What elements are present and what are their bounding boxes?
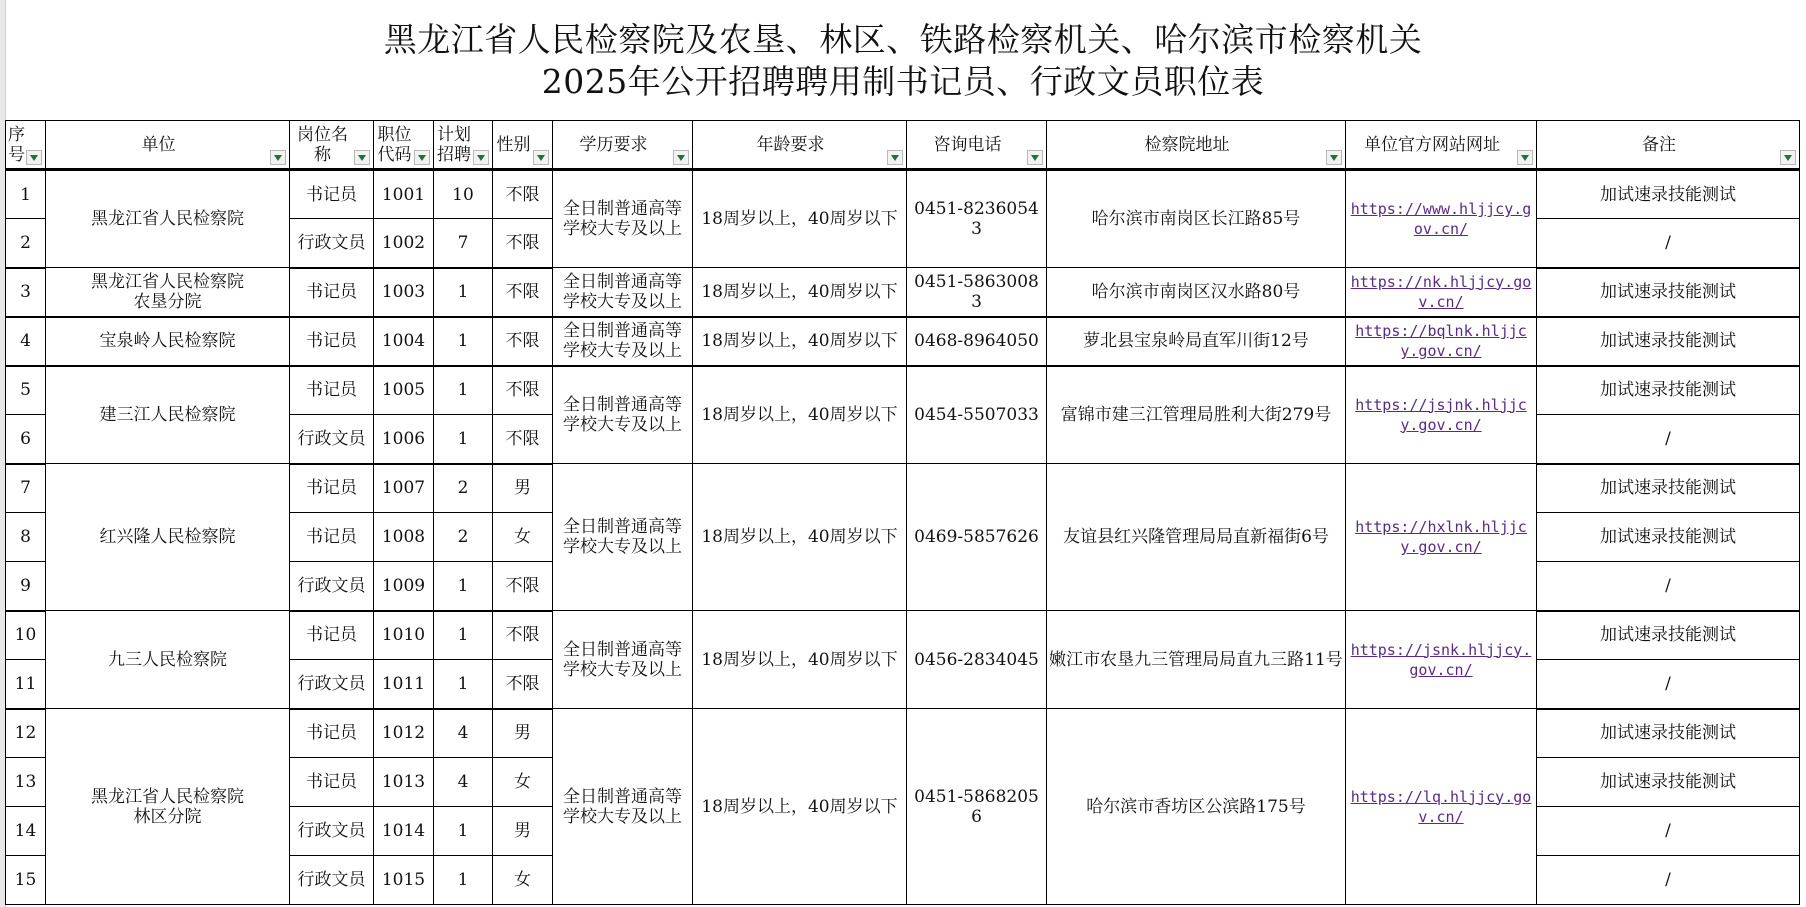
cell-sex[interactable]: 男 bbox=[493, 709, 553, 758]
cell-note[interactable]: 加试速录技能测试 bbox=[1537, 513, 1800, 562]
table-row bbox=[6, 317, 1800, 366]
cell-seq[interactable]: 12 bbox=[6, 709, 46, 758]
cell-edu[interactable]: 全日制普通高等学校大专及以上 bbox=[553, 611, 693, 709]
cell-sex[interactable]: 不限 bbox=[493, 562, 553, 611]
website-link[interactable]: https://hxlnk.hljjcy.gov.cn/ bbox=[1355, 518, 1527, 556]
cell-edu[interactable]: 全日制普通高等学校大专及以上 bbox=[553, 268, 693, 317]
cell-seq[interactable]: 3 bbox=[6, 268, 46, 317]
header-unit[interactable]: 单位 bbox=[46, 121, 290, 170]
cell-unit[interactable]: 黑龙江省人民检察院 bbox=[46, 170, 290, 268]
cell-seq[interactable]: 2 bbox=[6, 219, 46, 268]
cell-sex[interactable]: 不限 bbox=[493, 268, 553, 317]
position-table bbox=[5, 120, 1800, 905]
cell-code[interactable]: 1005 bbox=[374, 366, 434, 415]
cell-plan[interactable]: 2 bbox=[434, 464, 493, 513]
header-phone[interactable]: 咨询电话 bbox=[907, 121, 1047, 170]
cell-code[interactable]: 1015 bbox=[374, 856, 434, 905]
cell-edu[interactable]: 全日制普通高等学校大专及以上 bbox=[553, 170, 693, 268]
cell-plan[interactable]: 4 bbox=[434, 709, 493, 758]
cell-age[interactable]: 18周岁以上，40周岁以下 bbox=[693, 170, 907, 268]
cell-phone[interactable]: 0454-5507033 bbox=[907, 366, 1047, 464]
cell-note[interactable]: / bbox=[1537, 856, 1800, 905]
cell-seq[interactable]: 15 bbox=[6, 856, 46, 905]
header-note[interactable]: 备注 bbox=[1537, 121, 1800, 170]
cell-site[interactable] bbox=[1346, 317, 1537, 366]
table-row bbox=[6, 464, 1800, 513]
cell-code[interactable]: 1006 bbox=[374, 415, 434, 464]
cell-post[interactable]: 书记员 bbox=[290, 268, 374, 317]
cell-seq[interactable]: 13 bbox=[6, 758, 46, 807]
header-code[interactable]: 职位代码 bbox=[374, 121, 434, 170]
cell-plan[interactable]: 1 bbox=[434, 366, 493, 415]
website-link[interactable]: https://jsnk.hljjcy.gov.cn/ bbox=[1350, 640, 1532, 679]
cell-plan[interactable]: 1 bbox=[434, 317, 493, 366]
cell-code[interactable]: 1004 bbox=[374, 317, 434, 366]
cell-sex[interactable]: 女 bbox=[493, 856, 553, 905]
cell-site[interactable] bbox=[1346, 366, 1537, 464]
cell-plan[interactable]: 1 bbox=[434, 268, 493, 317]
filter-dropdown-icon[interactable] bbox=[1326, 150, 1342, 165]
website-link[interactable]: https://lq.hljjcy.gov.cn/ bbox=[1350, 787, 1532, 826]
cell-code[interactable]: 1003 bbox=[374, 268, 434, 317]
cell-post[interactable]: 行政文员 bbox=[290, 219, 374, 268]
website-link[interactable]: https://bqlnk.hljjcy.gov.cn/ bbox=[1355, 322, 1527, 360]
cell-sex[interactable]: 女 bbox=[493, 513, 553, 562]
cell-phone[interactable]: 0468-8964050 bbox=[907, 317, 1047, 366]
filter-dropdown-icon[interactable] bbox=[1780, 150, 1796, 165]
cell-age[interactable]: 18周岁以上，40周岁以下 bbox=[693, 317, 907, 366]
website-link[interactable]: https://www.hljjcy.gov.cn/ bbox=[1350, 200, 1532, 238]
cell-code[interactable]: 1008 bbox=[374, 513, 434, 562]
cell-plan[interactable]: 1 bbox=[434, 660, 493, 709]
cell-code[interactable]: 1010 bbox=[374, 611, 434, 660]
cell-note[interactable]: / bbox=[1537, 415, 1800, 464]
cell-note[interactable]: / bbox=[1537, 660, 1800, 709]
cell-seq[interactable]: 4 bbox=[6, 317, 46, 366]
filter-dropdown-icon[interactable] bbox=[354, 150, 370, 165]
cell-code[interactable]: 1014 bbox=[374, 807, 434, 856]
cell-post[interactable]: 书记员 bbox=[290, 611, 374, 660]
cell-unit[interactable]: 宝泉岭人民检察院 bbox=[46, 317, 290, 366]
cell-plan[interactable]: 1 bbox=[434, 807, 493, 856]
cell-code[interactable]: 1011 bbox=[374, 660, 434, 709]
header-sex[interactable]: 性别 bbox=[493, 121, 553, 170]
cell-note[interactable]: 加试速录技能测试 bbox=[1537, 611, 1800, 660]
cell-phone[interactable]: 0451-58630083 bbox=[907, 268, 1047, 317]
cell-post[interactable]: 书记员 bbox=[290, 513, 374, 562]
cell-seq[interactable]: 7 bbox=[6, 464, 46, 513]
table-row bbox=[6, 170, 1800, 219]
cell-phone[interactable]: 0469-5857626 bbox=[907, 464, 1047, 611]
filter-dropdown-icon[interactable] bbox=[673, 150, 689, 165]
filter-dropdown-icon[interactable] bbox=[414, 150, 430, 165]
cell-post[interactable]: 书记员 bbox=[290, 317, 374, 366]
filter-dropdown-icon[interactable] bbox=[887, 150, 903, 165]
cell-phone[interactable]: 0451-58682056 bbox=[907, 709, 1047, 905]
cell-post[interactable]: 书记员 bbox=[290, 758, 374, 807]
cell-plan[interactable]: 1 bbox=[434, 415, 493, 464]
table-row bbox=[6, 366, 1800, 415]
page-title-line-2: 2025年公开招聘聘用制书记员、行政文员职位表 bbox=[541, 62, 1265, 101]
cell-phone[interactable]: 0456-2834045 bbox=[907, 611, 1047, 709]
cell-site[interactable] bbox=[1346, 170, 1537, 268]
cell-sex[interactable]: 不限 bbox=[493, 660, 553, 709]
table-row bbox=[6, 709, 1800, 758]
cell-post[interactable]: 行政文员 bbox=[290, 856, 374, 905]
header-age[interactable]: 年龄要求 bbox=[693, 121, 907, 170]
header-addr[interactable]: 检察院地址 bbox=[1047, 121, 1346, 170]
cell-age[interactable]: 18周岁以上，40周岁以下 bbox=[693, 464, 907, 611]
cell-seq[interactable]: 8 bbox=[6, 513, 46, 562]
cell-sex[interactable]: 不限 bbox=[493, 317, 553, 366]
cell-post[interactable]: 行政文员 bbox=[290, 562, 374, 611]
website-link[interactable]: https://jsjnk.hljjcy.gov.cn/ bbox=[1355, 395, 1527, 434]
header-plan[interactable]: 计划招聘 bbox=[434, 121, 493, 170]
website-link[interactable]: https://nk.hljjcy.gov.cn/ bbox=[1350, 272, 1532, 311]
cell-unit[interactable]: 黑龙江省人民检察院林区分院 bbox=[46, 709, 290, 905]
filter-dropdown-icon[interactable] bbox=[1517, 150, 1533, 165]
filter-dropdown-icon[interactable] bbox=[1027, 150, 1043, 165]
cell-note[interactable]: 加试速录技能测试 bbox=[1537, 758, 1800, 807]
header-seq[interactable]: 序号 bbox=[6, 121, 46, 170]
cell-site[interactable] bbox=[1346, 268, 1537, 317]
cell-plan[interactable]: 10 bbox=[434, 170, 493, 219]
cell-addr[interactable]: 哈尔滨市南岗区长江路85号 bbox=[1047, 170, 1346, 268]
cell-note[interactable]: 加试速录技能测试 bbox=[1537, 170, 1800, 219]
cell-code[interactable]: 1001 bbox=[374, 170, 434, 219]
cell-plan[interactable]: 2 bbox=[434, 513, 493, 562]
cell-site[interactable] bbox=[1346, 464, 1537, 611]
cell-addr[interactable]: 哈尔滨市香坊区公滨路175号 bbox=[1047, 709, 1346, 905]
cell-sex[interactable]: 不限 bbox=[493, 366, 553, 415]
cell-edu[interactable]: 全日制普通高等学校大专及以上 bbox=[553, 366, 693, 464]
header-row bbox=[6, 121, 1800, 170]
cell-plan[interactable]: 4 bbox=[434, 758, 493, 807]
cell-post[interactable]: 行政文员 bbox=[290, 660, 374, 709]
cell-note[interactable]: 加试速录技能测试 bbox=[1537, 268, 1800, 317]
page-title-line-1: 黑龙江省人民检察院及农垦、林区、铁路检察机关、哈尔滨市检察机关 bbox=[383, 20, 1423, 59]
cell-post[interactable]: 书记员 bbox=[290, 464, 374, 513]
cell-age[interactable]: 18周岁以上，40周岁以下 bbox=[693, 709, 907, 905]
cell-post[interactable]: 行政文员 bbox=[290, 807, 374, 856]
cell-edu[interactable]: 全日制普通高等学校大专及以上 bbox=[553, 464, 693, 611]
cell-sex[interactable]: 男 bbox=[493, 464, 553, 513]
cell-addr[interactable]: 哈尔滨市南岗区汉水路80号 bbox=[1047, 268, 1346, 317]
cell-addr[interactable]: 萝北县宝泉岭局直军川街12号 bbox=[1047, 317, 1346, 366]
table-row bbox=[6, 268, 1800, 317]
header-edu[interactable]: 学历要求 bbox=[553, 121, 693, 170]
cell-site[interactable] bbox=[1346, 611, 1537, 709]
cell-edu[interactable]: 全日制普通高等学校大专及以上 bbox=[553, 709, 693, 905]
cell-note[interactable]: 加试速录技能测试 bbox=[1537, 464, 1800, 513]
cell-sex[interactable]: 女 bbox=[493, 758, 553, 807]
filter-dropdown-icon[interactable] bbox=[26, 150, 42, 165]
cell-note[interactable]: / bbox=[1537, 562, 1800, 611]
cell-note[interactable]: 加试速录技能测试 bbox=[1537, 366, 1800, 415]
cell-edu[interactable]: 全日制普通高等学校大专及以上 bbox=[553, 317, 693, 366]
cell-code[interactable]: 1012 bbox=[374, 709, 434, 758]
cell-plan[interactable]: 1 bbox=[434, 611, 493, 660]
cell-unit[interactable]: 九三人民检察院 bbox=[46, 611, 290, 709]
table-row bbox=[6, 611, 1800, 660]
cell-unit[interactable]: 黑龙江省人民检察院农垦分院 bbox=[46, 268, 290, 317]
cell-age[interactable]: 18周岁以上，40周岁以下 bbox=[693, 611, 907, 709]
cell-post[interactable]: 行政文员 bbox=[290, 415, 374, 464]
cell-seq[interactable]: 14 bbox=[6, 807, 46, 856]
cell-addr[interactable]: 友谊县红兴隆管理局局直新福街6号 bbox=[1047, 464, 1346, 611]
cell-seq[interactable]: 11 bbox=[6, 660, 46, 709]
filter-dropdown-icon[interactable] bbox=[533, 150, 549, 165]
cell-code[interactable]: 1007 bbox=[374, 464, 434, 513]
cell-sex[interactable]: 不限 bbox=[493, 611, 553, 660]
cell-unit[interactable]: 红兴隆人民检察院 bbox=[46, 464, 290, 611]
cell-plan[interactable]: 1 bbox=[434, 856, 493, 905]
cell-code[interactable]: 1002 bbox=[374, 219, 434, 268]
cell-plan[interactable]: 7 bbox=[434, 219, 493, 268]
cell-note[interactable]: 加试速录技能测试 bbox=[1537, 317, 1800, 366]
cell-note[interactable]: / bbox=[1537, 807, 1800, 856]
cell-note[interactable]: 加试速录技能测试 bbox=[1537, 709, 1800, 758]
cell-note[interactable]: / bbox=[1537, 219, 1800, 268]
cell-sex[interactable]: 男 bbox=[493, 807, 553, 856]
header-post[interactable]: 岗位名称 bbox=[290, 121, 374, 170]
cell-seq[interactable]: 1 bbox=[6, 170, 46, 219]
cell-age[interactable]: 18周岁以上，40周岁以下 bbox=[693, 268, 907, 317]
cell-sex[interactable]: 不限 bbox=[493, 170, 553, 219]
cell-sex[interactable]: 不限 bbox=[493, 219, 553, 268]
cell-post[interactable]: 书记员 bbox=[290, 170, 374, 219]
cell-seq[interactable]: 9 bbox=[6, 562, 46, 611]
cell-post[interactable]: 书记员 bbox=[290, 709, 374, 758]
cell-addr[interactable]: 富锦市建三江管理局胜利大街279号 bbox=[1047, 366, 1346, 464]
cell-code[interactable]: 1013 bbox=[374, 758, 434, 807]
cell-seq[interactable]: 6 bbox=[6, 415, 46, 464]
cell-site[interactable] bbox=[1346, 709, 1537, 905]
cell-addr[interactable]: 嫩江市农垦九三管理局局直九三路11号 bbox=[1047, 611, 1346, 709]
cell-seq[interactable]: 10 bbox=[6, 611, 46, 660]
header-site[interactable]: 单位官方网站网址 bbox=[1346, 121, 1537, 170]
cell-unit[interactable]: 建三江人民检察院 bbox=[46, 366, 290, 464]
cell-age[interactable]: 18周岁以上，40周岁以下 bbox=[693, 366, 907, 464]
filter-dropdown-icon[interactable] bbox=[270, 150, 286, 165]
cell-plan[interactable]: 1 bbox=[434, 562, 493, 611]
filter-dropdown-icon[interactable] bbox=[473, 150, 489, 165]
cell-phone[interactable]: 0451-82360543 bbox=[907, 170, 1047, 268]
cell-sex[interactable]: 不限 bbox=[493, 415, 553, 464]
cell-post[interactable]: 书记员 bbox=[290, 366, 374, 415]
cell-seq[interactable]: 5 bbox=[6, 366, 46, 415]
cell-code[interactable]: 1009 bbox=[374, 562, 434, 611]
